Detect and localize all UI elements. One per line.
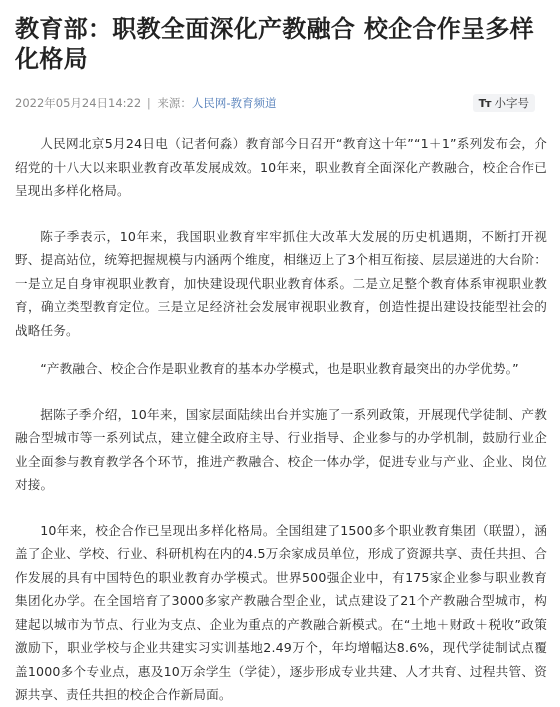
article-body	[15, 132, 547, 707]
article-paragraph: 据陈子季介绍，10年来，国家层面陆续出台并实施了一系列政策，开展现代学徒制、产教融合型城市等一系列试点，建立健全政府主导、行业指导、企业参与的办学机制，鼓励行业企业全面参与教育教学各个环节，推进产教融合、校企一体办学，促进专业与产业、企业、岗位对接。	[15, 406, 547, 492]
font-size-icon: Tт	[478, 97, 491, 110]
meta-separator: |	[146, 96, 151, 110]
font-size-toggle-label: 小字号	[494, 96, 529, 110]
article-meta	[15, 94, 547, 112]
source-label: 来源：	[157, 96, 192, 110]
font-size-toggle-button[interactable]	[473, 94, 535, 112]
publish-datetime: 2022年05月24日14:22	[15, 96, 142, 110]
article-title: 教育部：职教全面深化产教融合 校企合作呈多样化格局	[15, 15, 534, 73]
article-paragraph: 陈子季表示，10年来，我国职业教育牢牢抓住大改革大发展的历史机遇期，不断打开视野、提高站位，统筹把握规模与内涵两个维度，相继迈上了3个相互衔接、层层递进的大台阶：一是立足自身审视职业教育，加快建设现代职业教育体系。二是立足整个教育体系审视职业教育，确立类型教育定位。三是立足经济社会发展审视职业教育，创造性提出建设技能型社会的战略任务。	[15, 228, 547, 338]
article-paragraph: 10年来，校企合作已呈现出多样化格局。全国组建了1500多个职业教育集团（联盟），涵盖了企业、学校、行业、科研机构在内的4.5万余家成员单位，形成了资源共享、责任共担、合作发展的具有中国特色的职业教育办学模式。世界500强企业中，有175家企业参与职业教育集团化办学。在全国培育了3000多家产教融合型企业，试点建设了21个产教融合型城市，构建起以城市为节点、行业为支点、企业为重点的产教融合新模式。在“土地＋财政＋税收”政策激励下，职业学校与企业共建实习实训基地2.49万个，年均增幅达8.6%，现代学徒制试点覆盖1000多个专业点，惠及10万余学生（学徒），逐步形成专业共建、人才共育、过程共管、资源共享、责任共担的校企合作新局面。	[15, 522, 547, 702]
article-paragraph: 人民网北京5月24日电（记者何淼）教育部今日召开“教育这十年”“1＋1”系列发布会，介绍党的十八大以来职业教育改革发展成效。10年来，职业教育全面深化产教融合，校企合作已呈现出多样化格局。	[15, 136, 547, 198]
article-quote-paragraph: “产教融合、校企合作是职业教育的基本办学模式，也是职业教育最突出的办学优势。”	[40, 361, 519, 376]
source-link[interactable]: 人民网-教育频道	[191, 96, 277, 110]
